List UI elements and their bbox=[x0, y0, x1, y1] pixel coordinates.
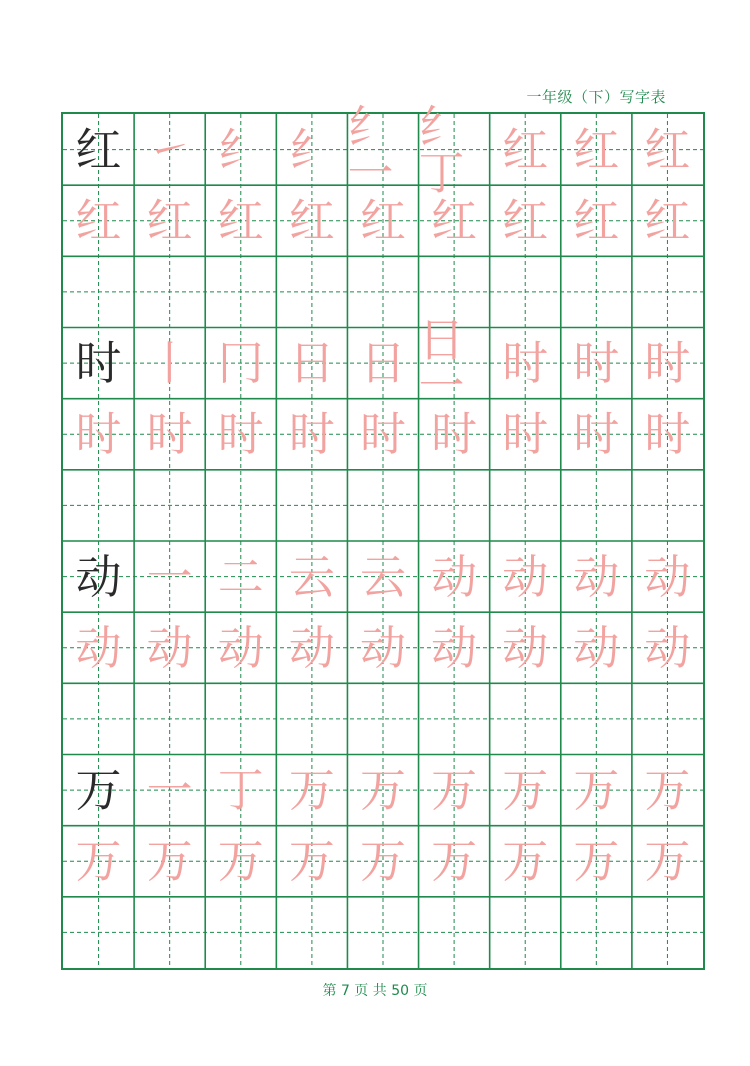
stroke-order-step: 万 bbox=[288, 763, 335, 818]
stroke-order-step: 日 bbox=[288, 336, 335, 391]
trace-character: 红 bbox=[644, 193, 691, 248]
trace-character: 红 bbox=[217, 193, 264, 248]
trace-character: 红 bbox=[146, 193, 193, 248]
trace-character: 时 bbox=[146, 407, 193, 462]
trace-character: 红 bbox=[359, 193, 406, 248]
stroke-order-step: 万 bbox=[431, 763, 478, 818]
stroke-order-step: 纟一 bbox=[347, 99, 394, 200]
stroke-order-step: 红 bbox=[644, 122, 691, 177]
stroke-order-step: 动 bbox=[644, 549, 691, 604]
stroke-order-step: 万 bbox=[502, 763, 549, 818]
model-character: 动 bbox=[75, 549, 122, 604]
stroke-order-step: 动 bbox=[573, 549, 620, 604]
stroke-order-step: 冂 bbox=[217, 336, 264, 391]
trace-character: 万 bbox=[146, 834, 193, 889]
stroke-order-step: 日 bbox=[359, 336, 406, 391]
trace-character: 动 bbox=[573, 620, 620, 675]
trace-character: 时 bbox=[573, 407, 620, 462]
stroke-order-step: 二 bbox=[217, 549, 264, 604]
trace-character: 时 bbox=[75, 407, 122, 462]
trace-character: 万 bbox=[75, 834, 122, 889]
stroke-order-step: 云 bbox=[359, 549, 406, 604]
trace-character: 红 bbox=[431, 193, 478, 248]
stroke-order-step: 时 bbox=[502, 336, 549, 391]
trace-character: 时 bbox=[217, 407, 264, 462]
writing-grid bbox=[61, 99, 705, 970]
stroke-order-step: 万 bbox=[644, 763, 691, 818]
stroke-order-step: 红 bbox=[502, 122, 549, 177]
stroke-order-step: 纟 bbox=[217, 122, 264, 177]
trace-character: 万 bbox=[502, 834, 549, 889]
trace-character: 万 bbox=[288, 834, 335, 889]
stroke-order-step: 丨 bbox=[146, 336, 193, 391]
stroke-order-step: 时 bbox=[573, 336, 620, 391]
stroke-order-step: 丁 bbox=[217, 763, 264, 818]
model-character: 万 bbox=[75, 763, 122, 818]
stroke-order-step: 一 bbox=[146, 763, 193, 818]
trace-character: 动 bbox=[75, 620, 122, 675]
stroke-order-step: 动 bbox=[502, 549, 549, 604]
trace-character: 万 bbox=[644, 834, 691, 889]
stroke-order-step: 云 bbox=[288, 549, 335, 604]
stroke-order-step: 一 bbox=[146, 549, 193, 604]
stroke-order-step: 时 bbox=[644, 336, 691, 391]
trace-character: 红 bbox=[288, 193, 335, 248]
trace-character: 时 bbox=[359, 407, 406, 462]
model-character: 时 bbox=[75, 336, 122, 391]
stroke-order-step: 万 bbox=[573, 763, 620, 818]
trace-character: 时 bbox=[288, 407, 335, 462]
trace-character: 万 bbox=[431, 834, 478, 889]
stroke-order-step: 动 bbox=[431, 549, 478, 604]
trace-character: 动 bbox=[359, 620, 406, 675]
trace-character: 时 bbox=[502, 407, 549, 462]
stroke-order-step: ㇀ bbox=[146, 122, 193, 177]
trace-character: 红 bbox=[75, 193, 122, 248]
stroke-order-step: 万 bbox=[359, 763, 406, 818]
trace-character: 时 bbox=[431, 407, 478, 462]
trace-character: 动 bbox=[146, 620, 193, 675]
trace-character: 万 bbox=[359, 834, 406, 889]
trace-character: 红 bbox=[573, 193, 620, 248]
trace-character: 动 bbox=[644, 620, 691, 675]
trace-character: 动 bbox=[431, 620, 478, 675]
trace-character: 万 bbox=[573, 834, 620, 889]
trace-character: 万 bbox=[217, 834, 264, 889]
trace-character: 红 bbox=[502, 193, 549, 248]
trace-character: 时 bbox=[644, 407, 691, 462]
stroke-order-step: 日一 bbox=[418, 313, 465, 414]
page-footer: 第 7 页 共 50 页 bbox=[322, 983, 428, 999]
trace-character: 动 bbox=[502, 620, 549, 675]
trace-character: 动 bbox=[217, 620, 264, 675]
trace-character: 动 bbox=[288, 620, 335, 675]
page-header-title: 一年级（下）写字表 bbox=[526, 88, 666, 106]
stroke-order-step: 红 bbox=[573, 122, 620, 177]
model-character: 红 bbox=[75, 122, 122, 177]
stroke-order-step: 纟 bbox=[288, 122, 335, 177]
stroke-order-step: 纟丁 bbox=[418, 99, 465, 200]
